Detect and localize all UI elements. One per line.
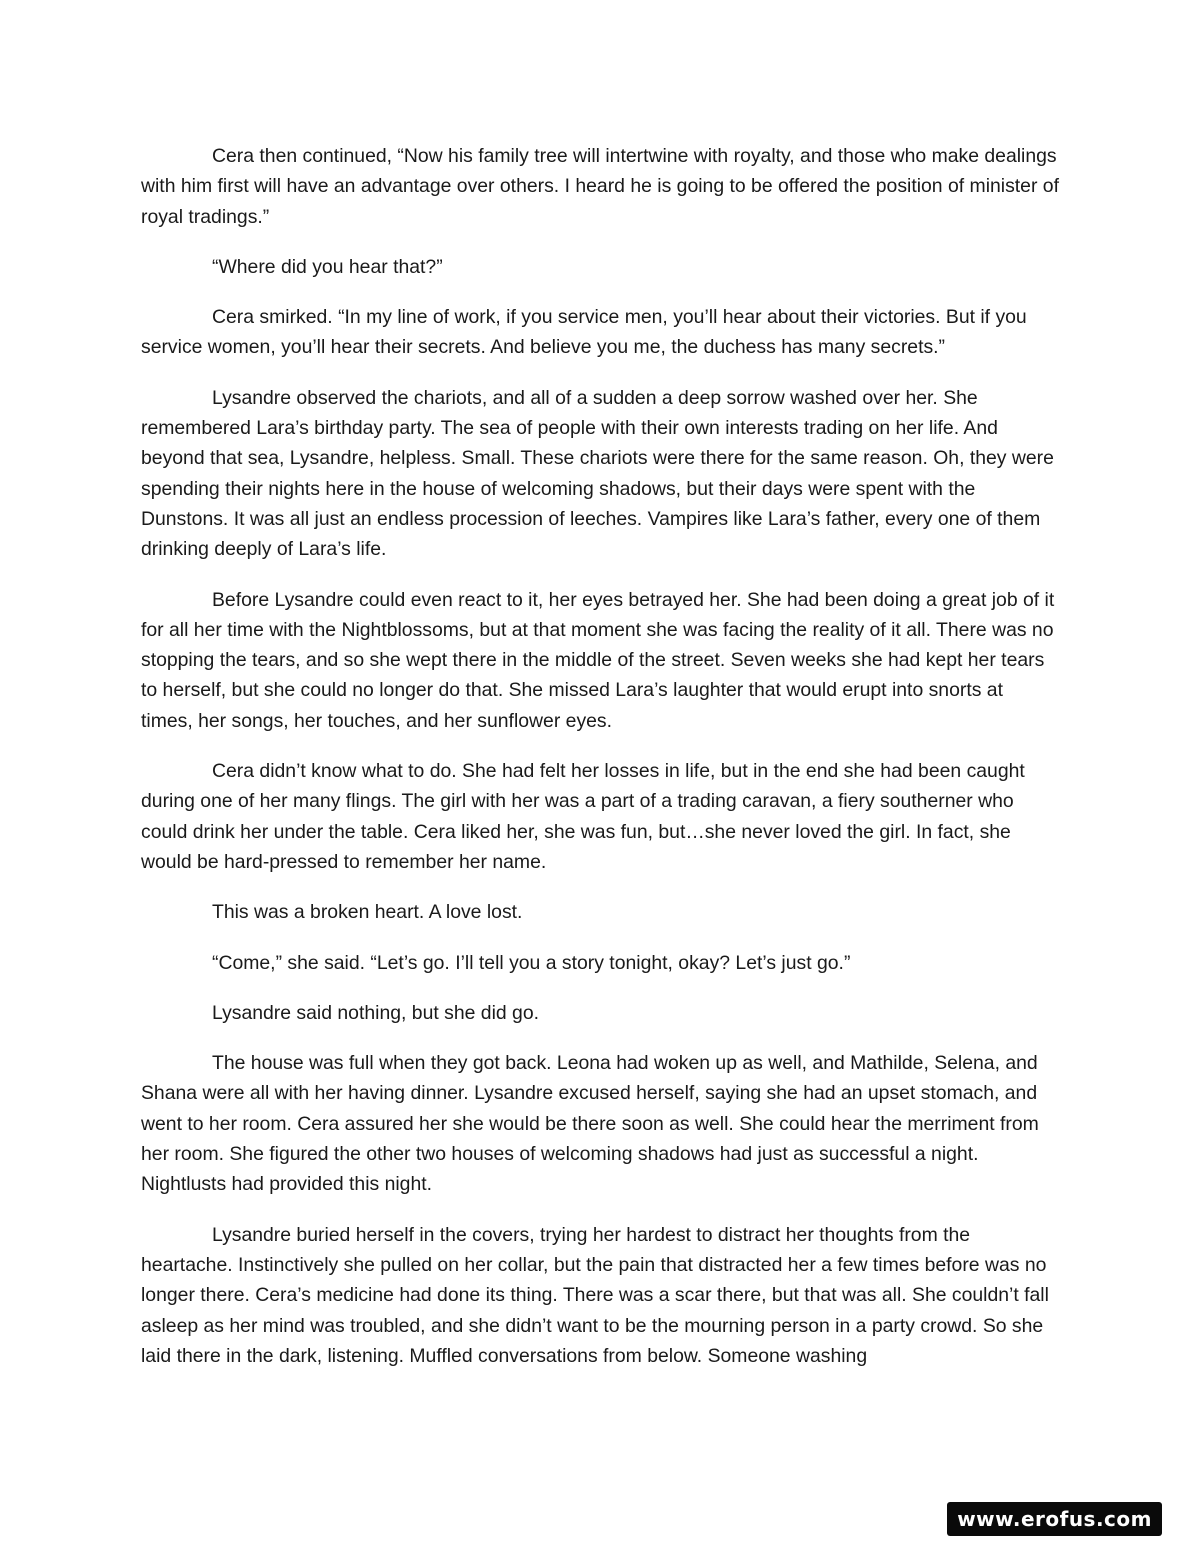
paragraph-2: “Where did you hear that?” bbox=[212, 255, 443, 278]
paragraph-11: Lysandre buried herself in the covers, trying her hardest to distract her thoughts from the heartache. Instinctively she pulled on her collar, but the pain that distracted her a few times before was no longer there. Cera’s medicine had done its thing. There was a scar there, but that was all. She couldn’t fall asleep as her mind was troubled, and she didn’t want to be the mourning person in a party crowd. So she laid there in the dark, listening. Muffled conversations from below. Someone washing bbox=[141, 1223, 1049, 1367]
paragraph-8: “Come,” she said. “Let’s go. I’ll tell you a story tonight, okay? Let’s just go.” bbox=[212, 951, 851, 974]
paragraph-3: Cera smirked. “In my line of work, if you service men, you’ll hear about their victories. But if you service women, you’ll hear their secrets. And believe you me, the duchess has many secrets.” bbox=[141, 306, 1027, 359]
paragraph-6: Cera didn’t know what to do. She had felt her losses in life, but in the end she had been caught during one of her many flings. The girl with her was a part of a trading caravan, a fiery southerner who could drink her under the table. Cera liked her, she was fun, but…she never loved the girl. In fact, she would be hard-pressed to remember her name. bbox=[141, 760, 1025, 873]
document-page bbox=[141, 141, 1059, 1391]
site-watermark: www.erofus.com bbox=[947, 1502, 1162, 1536]
paragraph-9: Lysandre said nothing, but she did go. bbox=[212, 1001, 539, 1024]
paragraph-1: Cera then continued, “Now his family tree will intertwine with royalty, and those who make dealings with him first will have an advantage over others. I heard he is going to be offered the position of minister of royal tradings.” bbox=[141, 145, 1059, 228]
paragraph-4: Lysandre observed the chariots, and all of a sudden a deep sorrow washed over her. She remembered Lara’s birthday party. The sea of people with their own interests trading on her life. And beyond that sea, Lysandre, helpless. Small. These chariots were there for the same reason. Oh, they were spending their nights here in the house of welcoming shadows, but their days were spent with the Dunstons. It was all just an endless procession of leeches. Vampires like Lara’s father, every one of them drinking deeply of Lara’s life. bbox=[141, 386, 1054, 561]
paragraph-5: Before Lysandre could even react to it, her eyes betrayed her. She had been doing a great job of it for all her time with the Nightblossoms, but at that moment she was facing the reality of it all. There was no stopping the tears, and so she wept there in the middle of the street. Seven weeks she had kept her tears to herself, but she could no longer do that. She missed Lara’s laughter that would erupt into snorts at times, her songs, her touches, and her sunflower eyes. bbox=[141, 588, 1055, 732]
paragraph-10: The house was full when they got back. Leona had woken up as well, and Mathilde, Selena, and Shana were all with her having dinner. Lysandre excused herself, saying she had an upset stomach, and went to her room. Cera assured her she would be there soon as well. She could hear the merriment from her room. She figured the other two houses of welcoming shadows had just as successful a night. Nightlusts had provided this night. bbox=[141, 1052, 1039, 1196]
paragraph-7: This was a broken heart. A love lost. bbox=[212, 901, 523, 924]
